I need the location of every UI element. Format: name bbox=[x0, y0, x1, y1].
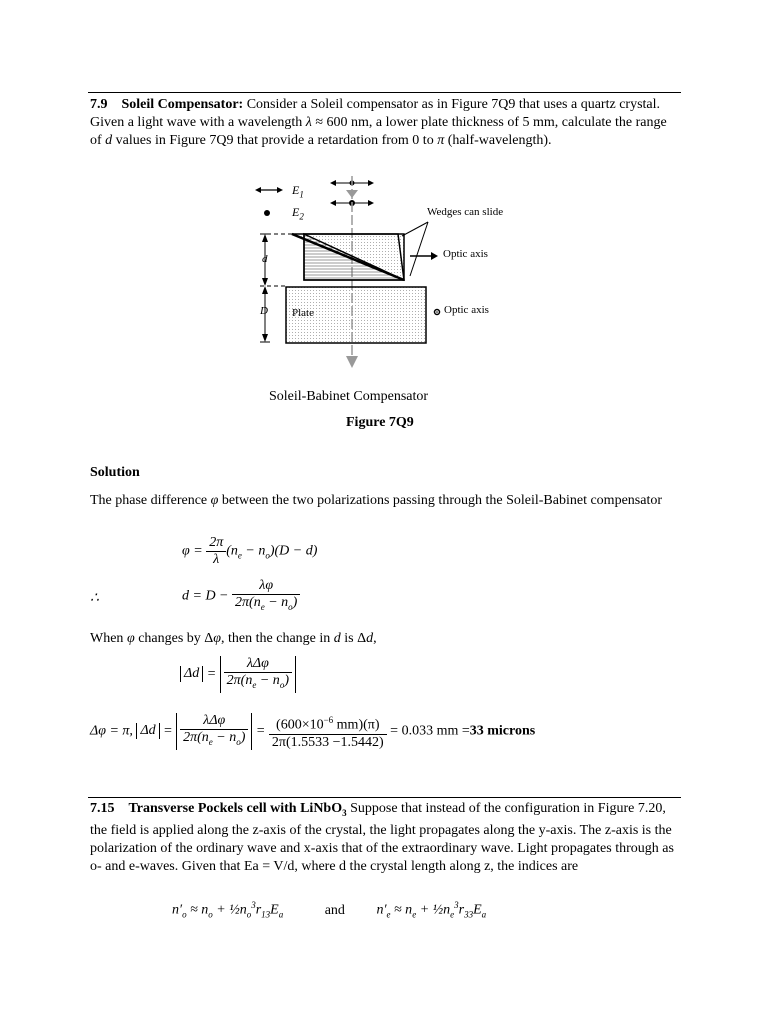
equation-phase-difference: φ = $\frac{2\pi}{\lambda}$ $(n_e - n_o)(D - d)$ bbox=[182, 535, 318, 567]
problem-title: Soleil Compensator: bbox=[121, 97, 244, 112]
label-optic-axis-wedge: Optic axis bbox=[443, 248, 488, 260]
label-e1: $E_1$ bbox=[292, 183, 304, 200]
quartz-wedges bbox=[292, 234, 404, 280]
problem-number: 7.9 bbox=[90, 97, 108, 112]
solution-heading: Solution bbox=[90, 465, 140, 480]
optic-axis-arrow bbox=[410, 252, 438, 260]
change-statement: When φ changes by Δφ, then the change in d is Δd, bbox=[90, 631, 377, 646]
problem-7-9-statement: 7.9 Soleil Compensator: Consider a Soleil compensator as in Figure 7Q9 that uses a quartz crystal. Given a light wave with a wavelength λ ≈ 600 nm, a lower plate thickness of 5 mm, calculate the range of d values in Figure 7Q9 that provide a retardation from 0 to π (half-wavelength). bbox=[90, 97, 667, 148]
equation-delta-d: Δd = $\frac{\text{λΔφ}}{2\pi(n_e - n_o)}$ bbox=[180, 656, 296, 693]
e2-polarization-dot bbox=[264, 210, 270, 216]
soleil-compensator-diagram bbox=[240, 172, 540, 382]
equation-result: Δφ = π, Δd = $\frac{\text{λΔφ}}{2\pi(n_e - n_o)}$ = $\frac{(600\times 10^{-6} mm)(\pi)}{2\pi(1.5533 -1.5442)}$ = 0.033 mm =33 microns bbox=[90, 712, 536, 750]
therefore-symbol: ∴ bbox=[90, 591, 99, 606]
result-value: 33 microns bbox=[469, 723, 536, 739]
equation-indices: $n'_o \approx n_o$ + $\frac{1}{2}n_o^3r_{13}E_a$ and $n'_e \approx n_e$ + $\frac{1}{2}n_e^3r_{33}E_a$ bbox=[172, 900, 487, 920]
label-optic-axis-plate: Optic axis bbox=[444, 304, 489, 316]
label-D: D bbox=[260, 305, 268, 317]
label-plate: Plate bbox=[292, 307, 314, 319]
figure-name: Soleil-Babinet Compensator bbox=[269, 389, 429, 404]
wedges-pointer-lines bbox=[402, 222, 428, 276]
beam-arrowhead bbox=[346, 356, 358, 368]
figure-caption: Figure 7Q9 bbox=[346, 415, 414, 430]
equation-d: d = D − $\frac{\lambda\varphi}{2\pi(n_e - n_o)}$ bbox=[182, 578, 300, 615]
solution-intro: The phase difference φ between the two polarizations passing through the Soleil-Babinet compensator bbox=[90, 493, 662, 508]
label-e2: $E_2$ bbox=[292, 205, 304, 222]
middle-rule bbox=[88, 797, 681, 798]
top-rule bbox=[88, 92, 681, 93]
e1-polarization-arrow bbox=[255, 187, 283, 193]
label-wedges-can-slide: Wedges can slide bbox=[427, 206, 504, 218]
label-d: d bbox=[262, 253, 268, 265]
problem-7-15-statement: 7.15 Transverse Pockels cell with LiNbO$_3$ Suppose that instead of the configuration in Figure 7.20, the field is applied along the z-axis of the crystal, the light propagates along the y-axis. The z-axis is the polarization of the ordinary wave and x-axis that of the extraordinary wave. Light propagates through as o- and e-waves. Given that Ea = V/d, where d the crystal length along z, the indices are bbox=[90, 801, 674, 874]
